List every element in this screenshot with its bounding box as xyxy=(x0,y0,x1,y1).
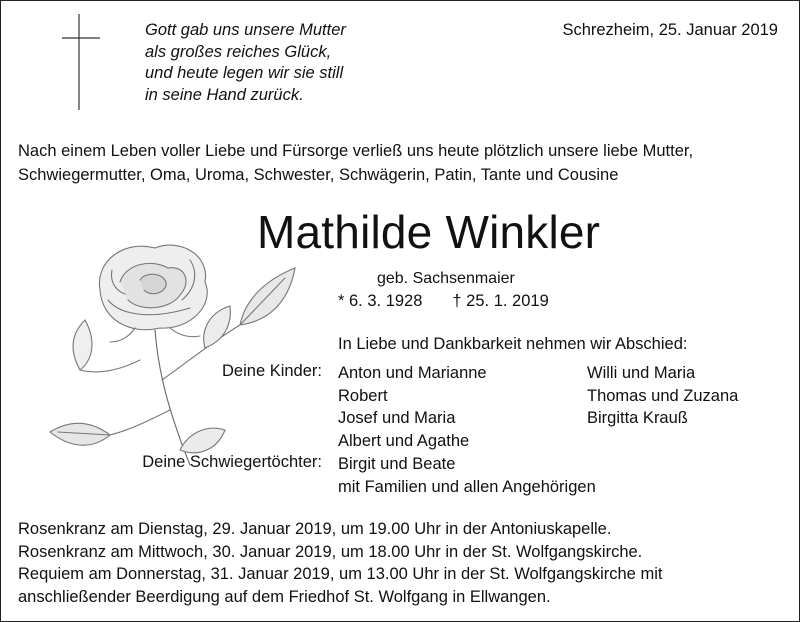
intro-text xyxy=(18,139,693,187)
place-date: Schrezheim, 25. Januar 2019 xyxy=(562,21,778,39)
intro-line: Nach einem Leben voller Liebe und Fürsorge verließ uns heute plötzlich unsere liebe Mutter, xyxy=(18,142,694,160)
list-item: Birgitta Krauß xyxy=(587,409,688,427)
born-name: geb. Sachsenmaier xyxy=(377,270,515,287)
verse-line: und heute legen wir sie still xyxy=(145,64,344,82)
verse-line: Gott gab uns unsere Mutter xyxy=(145,21,346,39)
list-item: mit Familien und allen Angehörigen xyxy=(338,477,596,496)
rose-illustration xyxy=(40,220,305,480)
intro-line: Schwiegermutter, Oma, Uroma, Schwester, Schwägerin, Patin, Tante und Cousine xyxy=(18,166,619,184)
farewell-line: In Liebe und Dankbarkeit nehmen wir Abschied: xyxy=(338,335,688,353)
event-line: Rosenkranz am Dienstag, 29. Januar 2019, um 19.00 Uhr in der Antoniuskapelle. xyxy=(18,520,612,538)
children-column-1 xyxy=(338,362,487,452)
service-schedule xyxy=(18,518,662,608)
list-item: Anton und Marianne xyxy=(338,364,487,382)
event-line: Rosenkranz am Mittwoch, 30. Januar 2019, um 18.00 Uhr in der St. Wolfgangskirche. xyxy=(18,542,643,561)
list-item: Thomas und Zuzana xyxy=(587,386,739,405)
list-item: Josef und Maria xyxy=(338,409,456,427)
verse-line: in seine Hand zurück. xyxy=(145,85,304,104)
children-label: Deine Kinder: xyxy=(222,362,322,380)
death-date: † 25. 1. 2019 xyxy=(452,292,549,310)
deceased-name: Mathilde Winkler xyxy=(257,206,601,258)
list-item: Robert xyxy=(338,386,388,405)
list-item: Albert und Agathe xyxy=(338,431,470,450)
verse-line: als großes reiches Glück, xyxy=(145,42,332,61)
list-item: Birgit und Beate xyxy=(338,455,456,473)
cross-icon xyxy=(62,14,102,110)
verse xyxy=(145,20,346,106)
daughters-in-law-label: Deine Schwiegertöchter: xyxy=(142,453,322,471)
children-column-2 xyxy=(587,362,738,430)
daughters-in-law-list xyxy=(338,453,596,498)
list-item: Willi und Maria xyxy=(587,364,696,382)
event-line: Requiem am Donnerstag, 31. Januar 2019, um 13.00 Uhr in der St. Wolfgangskirche mit xyxy=(18,565,663,583)
event-line: anschließender Beerdigung auf dem Friedhof St. Wolfgang in Ellwangen. xyxy=(18,587,551,606)
birth-date: * 6. 3. 1928 xyxy=(338,292,423,310)
life-dates xyxy=(338,292,549,311)
